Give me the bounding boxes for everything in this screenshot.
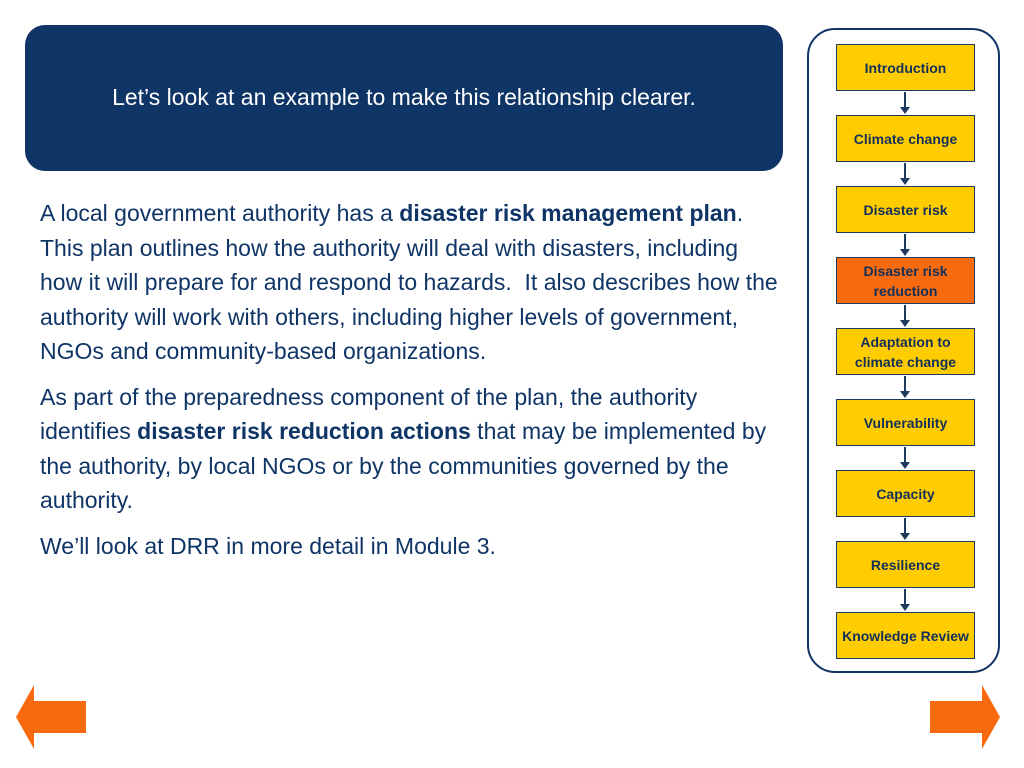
nav-step-knowledge-review[interactable]: Knowledge Review xyxy=(836,612,975,659)
p2-bold-term: disaster risk reduction actions xyxy=(137,418,471,444)
paragraph-actions xyxy=(40,380,780,518)
content-body xyxy=(40,196,780,574)
nav-step-climate-change[interactable]: Climate change xyxy=(836,115,975,162)
p1-text-b: . This plan outlines how the authority will deal with disasters, including how it will prepare for and respond to hazards. It also describes how the authority will work with others, including higher levels of government, NGOs and community-based organizations. xyxy=(40,200,778,364)
flow-arrow-icon xyxy=(904,589,906,609)
title-banner xyxy=(25,25,783,171)
paragraph-plan xyxy=(40,196,780,369)
flow-arrow-icon xyxy=(904,234,906,254)
p2-text-a: As part of the preparedness component of the plan, the authority identifies xyxy=(40,383,698,444)
previous-button[interactable] xyxy=(16,685,88,749)
p1-text-a: A local government authority has a xyxy=(40,200,400,226)
flow-arrow-icon xyxy=(904,376,906,396)
nav-step-disaster-risk[interactable]: Disaster risk xyxy=(836,186,975,233)
flow-arrow-icon xyxy=(904,518,906,538)
flow-arrow-icon xyxy=(904,163,906,183)
next-button[interactable] xyxy=(928,685,1000,749)
nav-step-capacity[interactable]: Capacity xyxy=(836,470,975,517)
nav-step-resilience[interactable]: Resilience xyxy=(836,541,975,588)
banner-text: Let’s look at an example to make this relationship clearer. xyxy=(112,83,696,110)
flow-arrow-icon xyxy=(904,447,906,467)
arrow-right-icon xyxy=(928,685,1000,749)
paragraph-module xyxy=(40,529,780,564)
arrow-left-icon xyxy=(16,685,88,749)
nav-step-disaster-risk-reduction[interactable]: Disaster risk reduction xyxy=(836,257,975,304)
nav-step-vulnerability[interactable]: Vulnerability xyxy=(836,399,975,446)
p1-bold-term: disaster risk management plan xyxy=(399,200,737,226)
flow-arrow-icon xyxy=(904,305,906,325)
nav-step-introduction[interactable]: Introduction xyxy=(836,44,975,91)
p3-text: We’ll look at DRR in more detail in Module 3. xyxy=(40,532,496,559)
p2-text-b: that may be implemented by the authority, by local NGOs or by the communities governed by the authority. xyxy=(40,418,767,513)
nav-step-adaptation[interactable]: Adaptation to climate change xyxy=(836,328,975,375)
flow-arrow-icon xyxy=(904,92,906,112)
